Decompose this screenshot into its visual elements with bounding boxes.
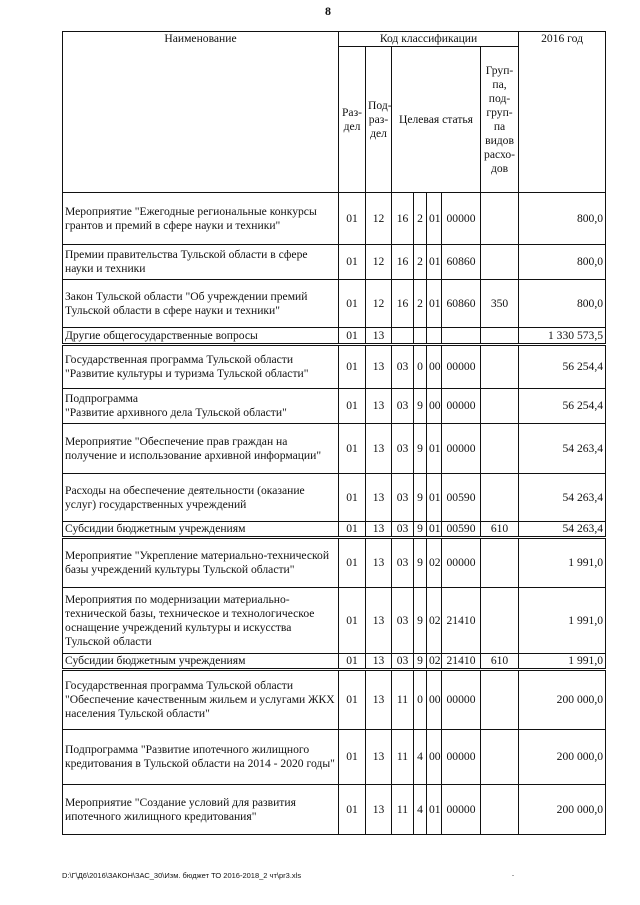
row-code-subprogram	[414, 328, 427, 345]
row-code-program: 03	[392, 654, 414, 670]
row-code-program: 16	[392, 193, 414, 245]
row-razdel: 01	[339, 424, 366, 474]
row-razdel: 01	[339, 474, 366, 522]
row-code-activity: 00	[427, 345, 442, 389]
table-row	[63, 474, 606, 522]
row-code-activity: 01	[427, 785, 442, 835]
header-group: Груп- па, под- груп- па видов расхо- дов	[481, 47, 519, 193]
row-code-subprogram: 2	[414, 280, 427, 328]
table-row	[63, 522, 606, 538]
row-code-direction: 00000	[442, 345, 481, 389]
row-group: 350	[481, 280, 519, 328]
row-podrazdel: 13	[366, 328, 392, 345]
table-row	[63, 389, 606, 424]
row-name: Мероприятие "Укрепление материально-технической базы учреждений культуры Тульской области"	[63, 538, 339, 588]
row-code-activity: 02	[427, 538, 442, 588]
row-podrazdel: 13	[366, 345, 392, 389]
row-group	[481, 730, 519, 785]
row-code-subprogram: 0	[414, 670, 427, 730]
row-podrazdel: 13	[366, 785, 392, 835]
row-amount: 1 991,0	[519, 654, 606, 670]
budget-table	[62, 31, 606, 835]
row-podrazdel: 12	[366, 280, 392, 328]
row-code-activity	[427, 328, 442, 345]
row-amount: 1 991,0	[519, 588, 606, 654]
row-group	[481, 328, 519, 345]
header-row-top	[63, 32, 606, 47]
row-code-program: 03	[392, 474, 414, 522]
row-name: Закон Тульской области "Об учреждении премий Тульской области в сфере науки и техники"	[63, 280, 339, 328]
row-amount: 1 330 573,5	[519, 328, 606, 345]
row-code-subprogram: 4	[414, 730, 427, 785]
row-amount: 200 000,0	[519, 670, 606, 730]
table-row	[63, 730, 606, 785]
header-year: 2016 год	[519, 32, 606, 193]
row-code-subprogram: 2	[414, 193, 427, 245]
row-podrazdel: 13	[366, 538, 392, 588]
row-group: 610	[481, 522, 519, 538]
row-code-subprogram: 9	[414, 588, 427, 654]
row-group	[481, 193, 519, 245]
row-razdel: 01	[339, 538, 366, 588]
table-row	[63, 588, 606, 654]
row-podrazdel: 13	[366, 474, 392, 522]
row-code-activity: 01	[427, 424, 442, 474]
header-podrazdel: Под- раз- дел	[366, 47, 392, 193]
row-podrazdel: 13	[366, 424, 392, 474]
row-name: Подпрограмма "Развитие ипотечного жилищного кредитования в Тульской области на 2014 - 2020 годы"	[63, 730, 339, 785]
row-code-direction: 00000	[442, 389, 481, 424]
row-code-activity: 02	[427, 588, 442, 654]
row-group: 610	[481, 654, 519, 670]
row-name: Мероприятия по модернизации материально-технической базы, техническое и технологическое оснащение учреждений культуры и искусства Тульской области	[63, 588, 339, 654]
row-code-direction: 00000	[442, 785, 481, 835]
row-podrazdel: 13	[366, 588, 392, 654]
row-group	[481, 245, 519, 280]
header-name: Наименование	[63, 32, 339, 193]
row-code-program: 11	[392, 730, 414, 785]
footer-mark: .	[512, 869, 514, 878]
table-row	[63, 538, 606, 588]
row-name: Государственная программа Тульской области "Обеспечение качественным жильем и услугами ЖКХ населения Тульской области"	[63, 670, 339, 730]
row-name: Субсидии бюджетным учреждениям	[63, 654, 339, 670]
row-razdel: 01	[339, 193, 366, 245]
row-amount: 54 263,4	[519, 474, 606, 522]
row-name: Мероприятие "Создание условий для развития ипотечного жилищного кредитования"	[63, 785, 339, 835]
page-number: 8	[325, 4, 331, 18]
table-row	[63, 654, 606, 670]
row-code-subprogram: 9	[414, 538, 427, 588]
row-code-subprogram: 9	[414, 474, 427, 522]
row-code-activity: 00	[427, 730, 442, 785]
row-code-program: 16	[392, 280, 414, 328]
row-code-activity: 01	[427, 474, 442, 522]
table-row	[63, 245, 606, 280]
row-name: Мероприятие "Обеспечение прав граждан на получение и использование архивной информации"	[63, 424, 339, 474]
row-name: Мероприятие "Ежегодные региональные конкурсы грантов и премий в сфере науки и техники"	[63, 193, 339, 245]
row-podrazdel: 12	[366, 245, 392, 280]
row-group	[481, 474, 519, 522]
table-row	[63, 193, 606, 245]
row-podrazdel: 12	[366, 193, 392, 245]
row-code-program: 03	[392, 345, 414, 389]
row-podrazdel: 13	[366, 730, 392, 785]
row-group	[481, 345, 519, 389]
row-code-direction: 60860	[442, 245, 481, 280]
row-name: Расходы на обеспечение деятельности (оказание услуг) государственных учреждений	[63, 474, 339, 522]
row-podrazdel: 13	[366, 670, 392, 730]
row-code-direction: 00590	[442, 474, 481, 522]
row-code-program: 11	[392, 670, 414, 730]
row-code-direction: 21410	[442, 654, 481, 670]
row-amount: 200 000,0	[519, 785, 606, 835]
row-amount: 54 263,4	[519, 424, 606, 474]
row-code-subprogram: 0	[414, 345, 427, 389]
row-code-direction: 00000	[442, 670, 481, 730]
row-group	[481, 389, 519, 424]
row-name: Государственная программа Тульской области "Развитие культуры и туризма Тульской области"	[63, 345, 339, 389]
row-amount: 800,0	[519, 280, 606, 328]
row-code-subprogram: 9	[414, 522, 427, 538]
row-podrazdel: 13	[366, 522, 392, 538]
row-podrazdel: 13	[366, 389, 392, 424]
row-razdel: 01	[339, 245, 366, 280]
row-razdel: 01	[339, 730, 366, 785]
row-code-program: 03	[392, 538, 414, 588]
header-target: Целевая статья	[392, 47, 481, 193]
row-code-activity: 01	[427, 193, 442, 245]
table-row	[63, 424, 606, 474]
row-amount: 54 263,4	[519, 522, 606, 538]
table-row	[63, 345, 606, 389]
row-code-program	[392, 328, 414, 345]
header-code: Код классификации	[339, 32, 519, 47]
row-code-direction: 21410	[442, 588, 481, 654]
table-row	[63, 328, 606, 345]
row-code-program: 11	[392, 785, 414, 835]
row-razdel: 01	[339, 522, 366, 538]
row-code-direction: 00000	[442, 730, 481, 785]
row-code-program: 03	[392, 588, 414, 654]
table-row	[63, 785, 606, 835]
row-code-direction: 00000	[442, 424, 481, 474]
row-group	[481, 588, 519, 654]
row-code-activity: 02	[427, 654, 442, 670]
table-row	[63, 670, 606, 730]
row-code-direction: 00000	[442, 193, 481, 245]
row-amount: 56 254,4	[519, 389, 606, 424]
row-amount: 56 254,4	[519, 345, 606, 389]
row-razdel: 01	[339, 345, 366, 389]
row-amount: 200 000,0	[519, 730, 606, 785]
table-row	[63, 280, 606, 328]
row-razdel: 01	[339, 654, 366, 670]
row-group	[481, 785, 519, 835]
row-code-activity: 01	[427, 280, 442, 328]
row-code-subprogram: 9	[414, 424, 427, 474]
row-code-activity: 01	[427, 522, 442, 538]
row-code-subprogram: 9	[414, 389, 427, 424]
row-code-direction: 00000	[442, 538, 481, 588]
row-group	[481, 424, 519, 474]
header-razdel: Раз- дел	[339, 47, 366, 193]
row-code-activity: 01	[427, 245, 442, 280]
row-code-subprogram: 4	[414, 785, 427, 835]
row-name: Подпрограмма "Развитие архивного дела Тульской области"	[63, 389, 339, 424]
row-code-direction	[442, 328, 481, 345]
row-podrazdel: 13	[366, 654, 392, 670]
row-amount: 1 991,0	[519, 538, 606, 588]
row-code-subprogram: 9	[414, 654, 427, 670]
row-amount: 800,0	[519, 193, 606, 245]
row-code-direction: 60860	[442, 280, 481, 328]
row-name: Премии правительства Тульской области в сфере науки и техники	[63, 245, 339, 280]
row-amount: 800,0	[519, 245, 606, 280]
row-code-activity: 00	[427, 389, 442, 424]
row-razdel: 01	[339, 670, 366, 730]
row-razdel: 01	[339, 588, 366, 654]
row-code-direction: 00590	[442, 522, 481, 538]
row-code-program: 03	[392, 424, 414, 474]
row-code-activity: 00	[427, 670, 442, 730]
row-razdel: 01	[339, 389, 366, 424]
file-path-footer: D:\Г\Д6\2016\ЗАКОН\ЗАС_30\Изм. бюджет ТО 2016-2018_2 чт\pr3.xls	[62, 871, 302, 880]
row-code-program: 16	[392, 245, 414, 280]
row-code-program: 03	[392, 389, 414, 424]
row-code-subprogram: 2	[414, 245, 427, 280]
row-razdel: 01	[339, 280, 366, 328]
row-group	[481, 538, 519, 588]
row-code-program: 03	[392, 522, 414, 538]
row-group	[481, 670, 519, 730]
row-razdel: 01	[339, 328, 366, 345]
row-name: Субсидии бюджетным учреждениям	[63, 522, 339, 538]
row-razdel: 01	[339, 785, 366, 835]
row-name: Другие общегосударственные вопросы	[63, 328, 339, 345]
